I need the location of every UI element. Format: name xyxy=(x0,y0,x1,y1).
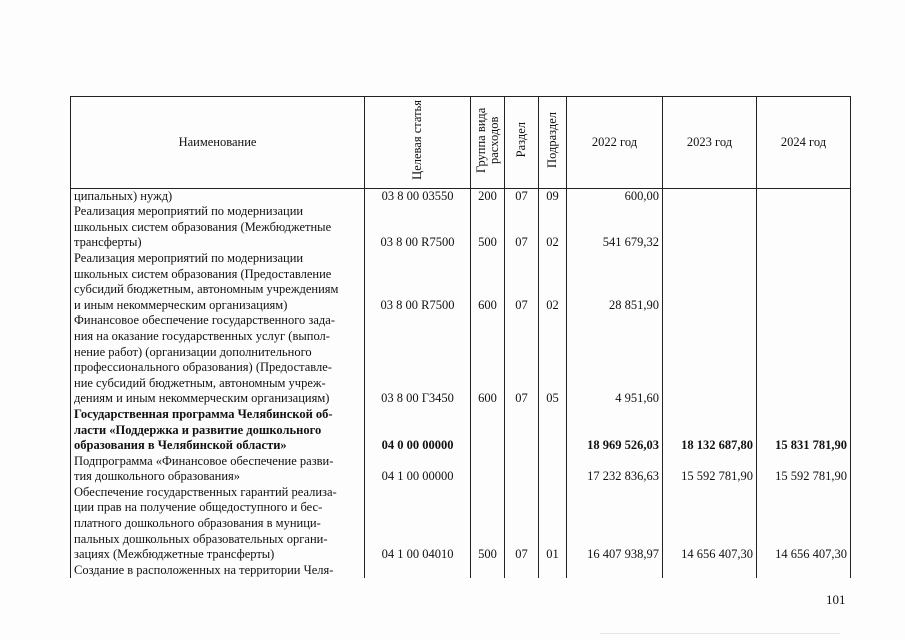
row-section: 07 xyxy=(505,251,539,313)
row-subsection: 01 xyxy=(539,485,567,563)
header-year-2023: 2023 год xyxy=(663,97,757,189)
row-name-line: и иным некоммерческим организациям) xyxy=(74,297,288,312)
table-body xyxy=(71,188,851,578)
table-row xyxy=(71,204,851,251)
row-expense-group xyxy=(471,454,505,485)
row-name-line: пальных дошкольных образовательных органи- xyxy=(74,531,328,546)
row-target-article: 03 8 00 R7500 xyxy=(365,251,471,313)
row-name-line: школьных систем образования (Межбюджетные xyxy=(74,219,332,234)
row-target-article: 03 8 00 Г3450 xyxy=(365,313,471,407)
row-name-line: школьных систем образования (Предоставление xyxy=(74,266,332,281)
table-row xyxy=(71,563,851,579)
table-row xyxy=(71,454,851,485)
row-expense-group: 200 xyxy=(471,188,505,204)
row-name-line: ципальных) нужд) xyxy=(74,188,173,203)
row-amount-2022: 600,00 xyxy=(567,188,663,204)
row-amount-2023 xyxy=(663,563,757,579)
row-amount-2024 xyxy=(757,313,851,407)
row-amount-2023 xyxy=(663,188,757,204)
row-amount-2024 xyxy=(757,251,851,313)
row-subsection xyxy=(539,563,567,579)
row-subsection: 02 xyxy=(539,251,567,313)
row-name-line: Финансовое обеспечение государственного зада- xyxy=(74,313,335,328)
row-name-line: Обеспечение государственных гарантий реализа- xyxy=(74,484,337,499)
row-name xyxy=(71,188,365,204)
row-target-article: 04 0 00 00000 xyxy=(365,407,471,454)
row-target-article: 03 8 00 R7500 xyxy=(365,204,471,251)
table-header-row xyxy=(71,97,851,189)
row-section: 07 xyxy=(505,188,539,204)
row-name xyxy=(71,485,365,563)
scan-artifact-line xyxy=(600,633,840,634)
row-subsection xyxy=(539,454,567,485)
row-amount-2024 xyxy=(757,563,851,579)
row-amount-2024: 15 831 781,90 xyxy=(757,407,851,454)
header-year-2024: 2024 год xyxy=(757,97,851,189)
row-amount-2023 xyxy=(663,313,757,407)
row-amount-2022: 17 232 836,63 xyxy=(567,454,663,485)
row-name-line: тия дошкольного образования» xyxy=(74,469,241,484)
row-name-line: дениям и иным некоммерческим организациям) xyxy=(74,391,330,406)
table-row xyxy=(71,485,851,563)
row-name xyxy=(71,454,365,485)
table-row xyxy=(71,188,851,204)
row-amount-2024 xyxy=(757,188,851,204)
row-section xyxy=(505,563,539,579)
row-name-line: Государственная программа Челябинской об- xyxy=(74,406,333,421)
row-name xyxy=(71,563,365,579)
header-section: Раздел xyxy=(505,97,539,189)
header-year-2022: 2022 год xyxy=(567,97,663,189)
header-target-article: Целевая статья xyxy=(365,97,471,189)
header-expense-group: Группа вида расходов xyxy=(471,97,505,189)
row-amount-2022: 28 851,90 xyxy=(567,251,663,313)
row-name-line: трансферты) xyxy=(74,235,142,250)
row-amount-2023 xyxy=(663,251,757,313)
header-subsection: Подраздел xyxy=(539,97,567,189)
row-amount-2022: 18 969 526,03 xyxy=(567,407,663,454)
row-amount-2022: 4 951,60 xyxy=(567,313,663,407)
row-amount-2024: 14 656 407,30 xyxy=(757,485,851,563)
row-name-line: платного дошкольного образования в муници- xyxy=(74,516,321,531)
row-amount-2023 xyxy=(663,204,757,251)
budget-table xyxy=(70,96,851,578)
row-subsection: 09 xyxy=(539,188,567,204)
row-name xyxy=(71,313,365,407)
row-section xyxy=(505,407,539,454)
row-name-line: зациях (Межбюджетные трансферты) xyxy=(74,547,275,562)
row-name-line: ния на оказание государственных услуг (выпол- xyxy=(74,328,330,343)
row-subsection: 05 xyxy=(539,313,567,407)
row-section: 07 xyxy=(505,485,539,563)
row-target-article: 03 8 00 03550 xyxy=(365,188,471,204)
row-name-line: ласти «Поддержка и развитие дошкольного xyxy=(74,422,322,437)
row-amount-2024: 15 592 781,90 xyxy=(757,454,851,485)
row-name-line: Реализация мероприятий по модернизации xyxy=(74,250,304,265)
row-section: 07 xyxy=(505,313,539,407)
table-row xyxy=(71,407,851,454)
row-amount-2022: 541 679,32 xyxy=(567,204,663,251)
header-name: Наименование xyxy=(71,97,365,189)
row-section: 07 xyxy=(505,204,539,251)
row-name-line: субсидий бюджетным, автономным учреждениям xyxy=(74,282,339,297)
row-amount-2023: 14 656 407,30 xyxy=(663,485,757,563)
row-name xyxy=(71,407,365,454)
row-amount-2023: 18 132 687,80 xyxy=(663,407,757,454)
row-amount-2024 xyxy=(757,204,851,251)
row-name-line: ние субсидий бюджетным, автономным учреж- xyxy=(74,375,326,390)
row-section xyxy=(505,454,539,485)
row-name xyxy=(71,204,365,251)
row-name-line: профессионального образования) (Предоставле- xyxy=(74,360,332,375)
row-expense-group: 500 xyxy=(471,204,505,251)
row-target-article: 04 1 00 04010 xyxy=(365,485,471,563)
row-subsection xyxy=(539,407,567,454)
table-row xyxy=(71,313,851,407)
row-expense-group xyxy=(471,563,505,579)
row-name-line: образования в Челябинской области» xyxy=(74,438,287,453)
row-expense-group: 600 xyxy=(471,313,505,407)
row-expense-group: 500 xyxy=(471,485,505,563)
table-row xyxy=(71,251,851,313)
row-name-line: нение работ) (организации дополнительного xyxy=(74,344,312,359)
row-amount-2022: 16 407 938,97 xyxy=(567,485,663,563)
row-target-article xyxy=(365,563,471,579)
row-amount-2023: 15 592 781,90 xyxy=(663,454,757,485)
row-name xyxy=(71,251,365,313)
row-name-line: Создание в расположенных на территории Челя- xyxy=(74,562,334,577)
row-expense-group: 600 xyxy=(471,251,505,313)
row-name-line: Реализация мероприятий по модернизации xyxy=(74,204,304,219)
row-target-article: 04 1 00 00000 xyxy=(365,454,471,485)
row-name-line: ции прав на получение общедоступного и бес- xyxy=(74,500,323,515)
row-amount-2022 xyxy=(567,563,663,579)
page-number: 101 xyxy=(826,592,846,607)
row-expense-group xyxy=(471,407,505,454)
row-name-line: Подпрограмма «Финансовое обеспечение разви- xyxy=(74,453,334,468)
row-subsection: 02 xyxy=(539,204,567,251)
